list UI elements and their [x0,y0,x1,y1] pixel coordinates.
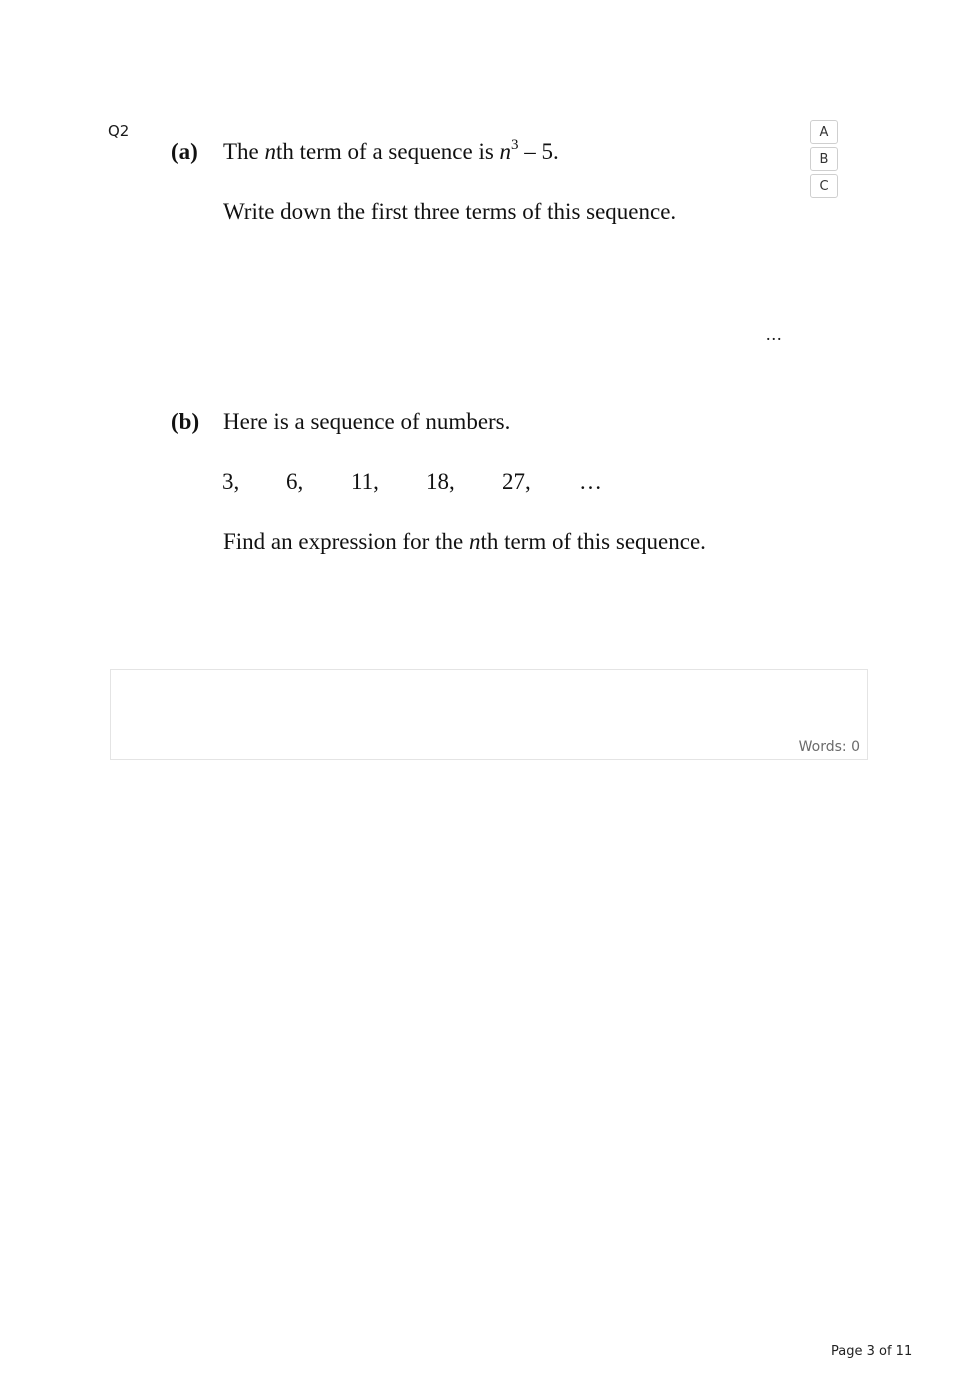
sequence-term: 18, [426,469,455,494]
sequence-term: 27, [502,469,531,494]
sequence-term: 3, [222,469,240,494]
part-b-statement: Here is a sequence of numbers. [223,409,511,434]
page-indicator: Page 3 of 11 [831,1344,913,1359]
part-b-instruction-suffix: th term of this sequence. [480,529,706,554]
question-number: Q2 [108,122,130,140]
answer-input[interactable] [111,670,867,759]
part-b-instruction-prefix: Find an expression for the [223,529,469,554]
part-a-exponent: 3 [511,137,519,153]
word-count: Words: 0 [798,739,860,755]
part-b-letter: (b) [171,409,200,434]
part-a-statement-suffix: – 5. [518,139,559,164]
answer-box [110,669,868,760]
part-a-letter: (a) [171,139,198,164]
part-a-statement-mid: th term of a sequence is [276,139,500,164]
choice-b-button[interactable]: B [810,147,838,171]
choice-c-button[interactable]: C [810,174,838,198]
sequence-ellipsis: … [579,469,602,494]
sequence-term: 6, [286,469,304,494]
part-b-instruction [223,529,706,555]
sequence-term: 11, [351,469,379,494]
part-b-variable-n: n [468,529,481,554]
part-a-instruction: Write down the first three terms of this sequence. [223,199,677,224]
part-a-answer-dots: ... [766,324,783,344]
part-a-statement-prefix: The [223,139,265,164]
part-a-expression-variable: n [499,139,512,164]
part-a-statement [223,139,559,165]
choice-a-button[interactable]: A [810,120,838,144]
part-a-variable-n: n [264,139,277,164]
